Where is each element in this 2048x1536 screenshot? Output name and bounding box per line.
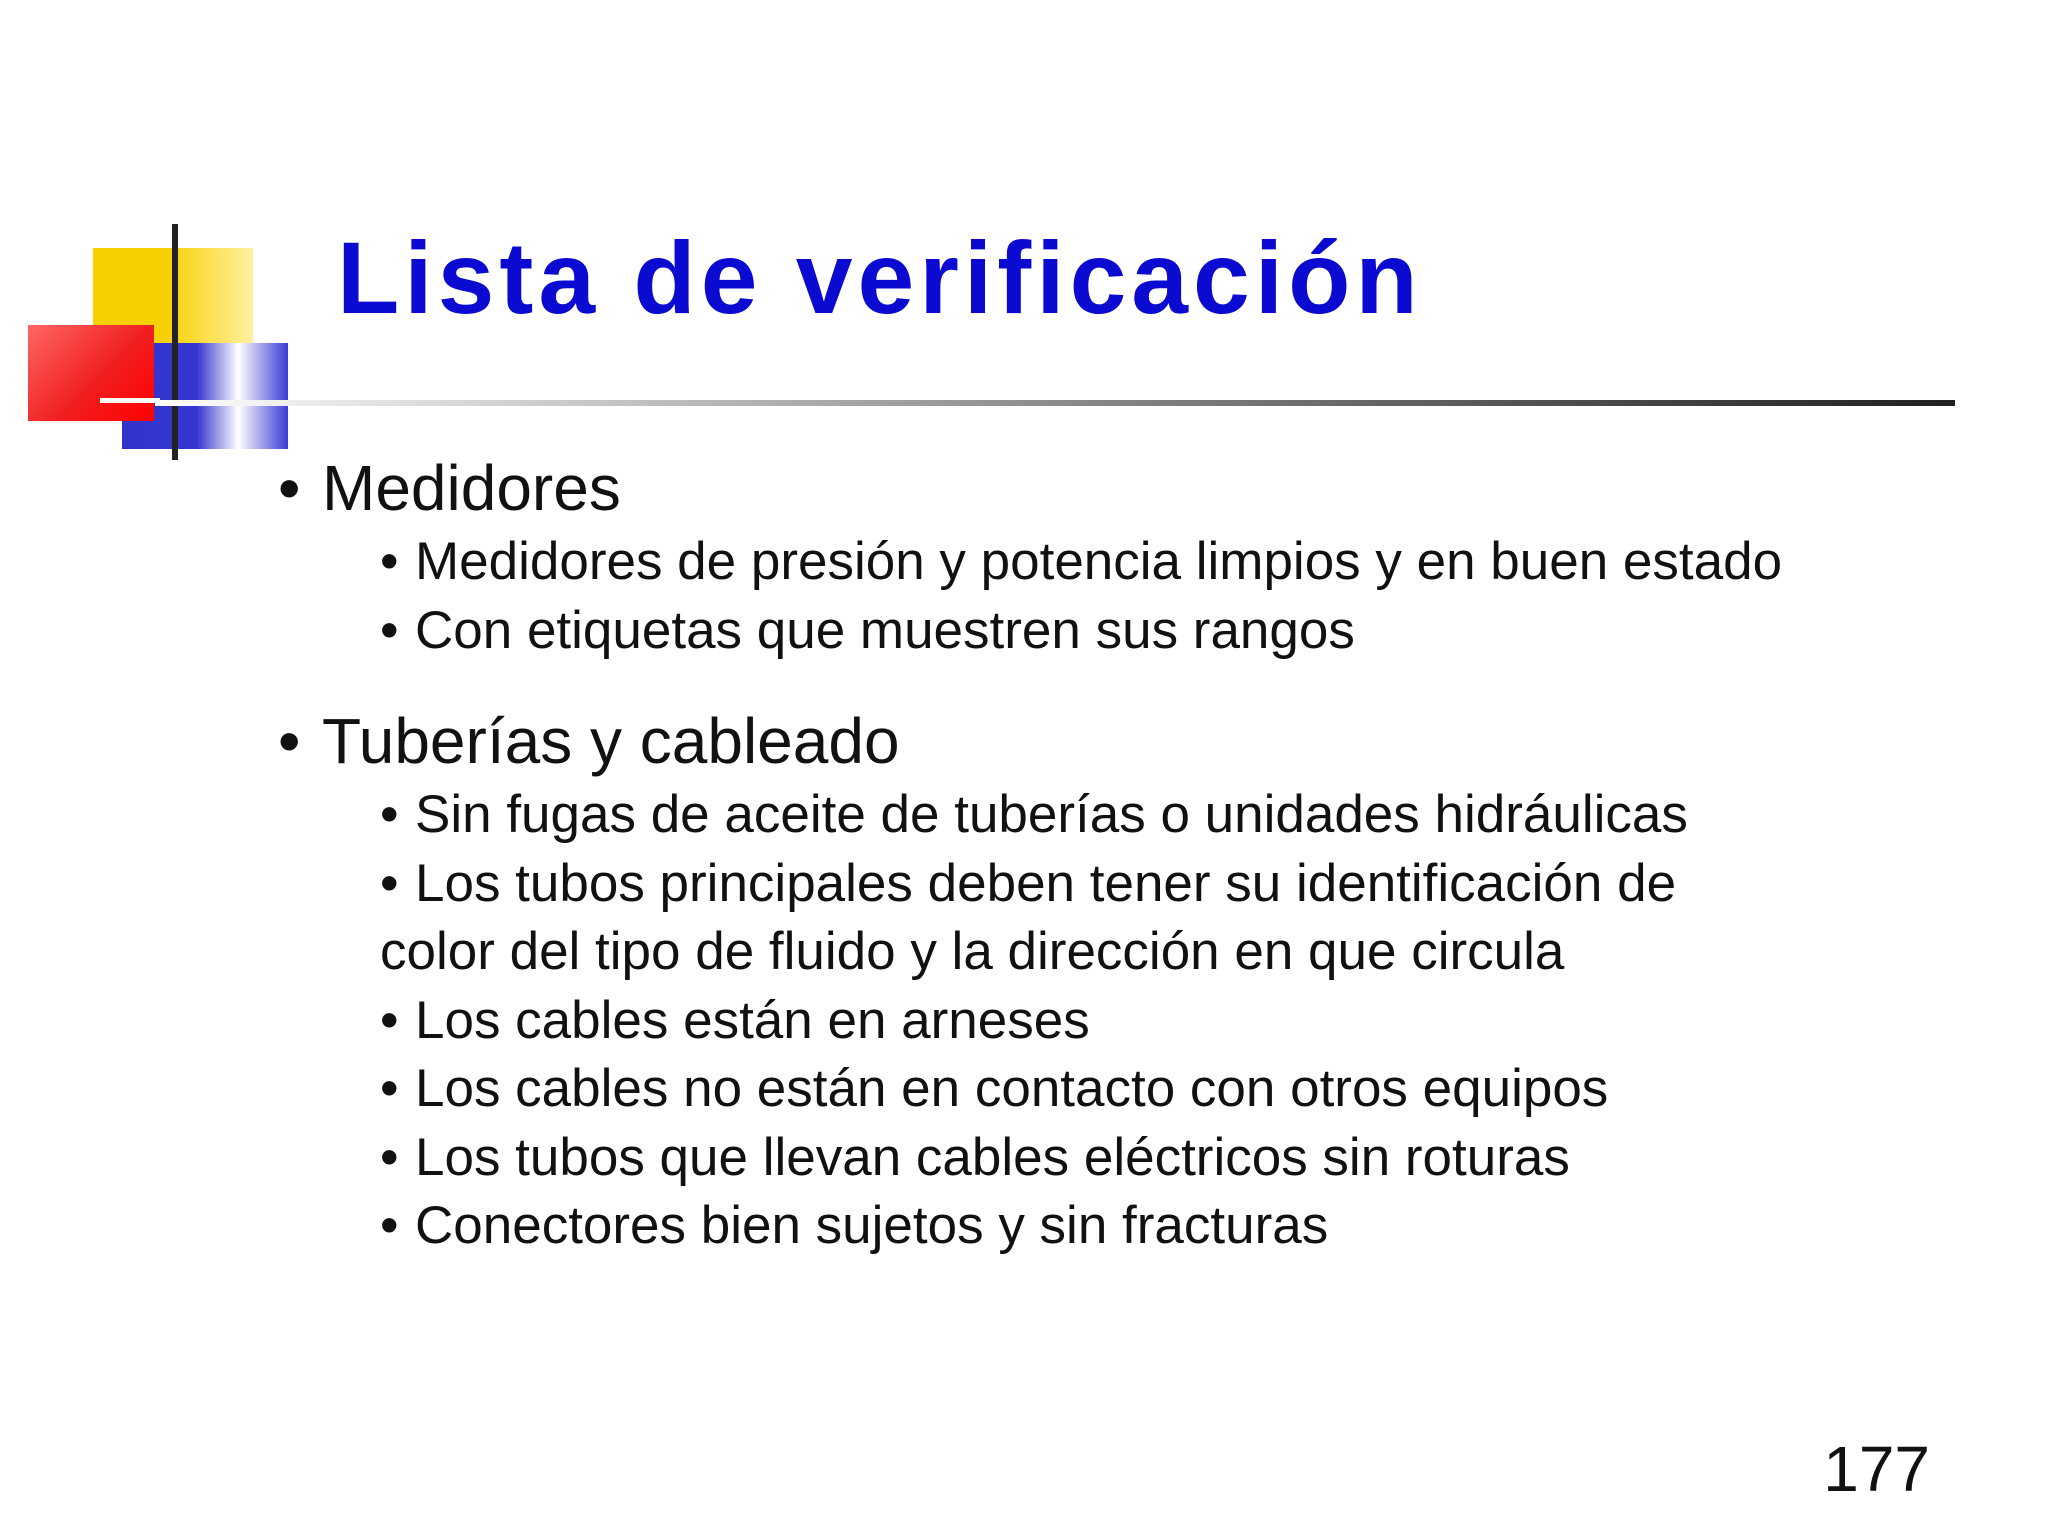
bullet-icon: •	[380, 1127, 399, 1187]
bullet-icon: •	[380, 853, 399, 913]
section-medidores	[278, 448, 1958, 665]
bullet-icon: •	[380, 600, 399, 660]
list-item: • Los tubos principales deben tener su identificación de	[380, 850, 1958, 919]
page-number: 177	[1823, 1433, 1930, 1505]
red-square-decoration	[28, 325, 154, 421]
list-item: • Los cables están en arneses	[380, 987, 1958, 1056]
section-tuberias	[278, 701, 1958, 1261]
list-item-continuation: color del tipo de fluido y la dirección en que circula	[380, 922, 1565, 981]
white-bar-decoration	[100, 398, 160, 403]
bullet-icon: •	[278, 452, 301, 524]
list-item: • Con etiquetas que muestren sus rangos	[380, 597, 1958, 666]
list-item: • Medidores de presión y potencia limpios y en buen estado	[380, 528, 1958, 597]
bullet-icon: •	[278, 705, 301, 777]
list-item: • Los cables no están en contacto con otros equipos	[380, 1055, 1958, 1124]
list-item: • Los tubos que llevan cables eléctricos sin roturas	[380, 1124, 1958, 1193]
section-heading-text: Tuberías y cableado	[322, 705, 900, 777]
vertical-line-decoration	[172, 224, 178, 460]
section-heading-text: Medidores	[322, 452, 621, 524]
sub-bullet-list	[278, 528, 1958, 665]
bullet-icon: •	[380, 1196, 399, 1255]
bullet-icon: •	[380, 1059, 399, 1118]
title-underline-rule	[155, 400, 1955, 406]
section-heading	[278, 701, 1958, 781]
bullet-icon: •	[380, 532, 399, 591]
list-item: • Conectores bien sujetos y sin fracturas	[380, 1192, 1958, 1261]
slide-title: Lista de verificación	[337, 221, 1423, 335]
sub-bullet-list	[278, 781, 1958, 1261]
bullet-icon: •	[380, 785, 399, 844]
list-item: • Sin fugas de aceite de tuberías o unidades hidráulicas	[380, 781, 1958, 850]
slide-content	[278, 448, 1958, 1261]
bullet-icon: •	[380, 990, 399, 1050]
section-heading	[278, 448, 1958, 528]
